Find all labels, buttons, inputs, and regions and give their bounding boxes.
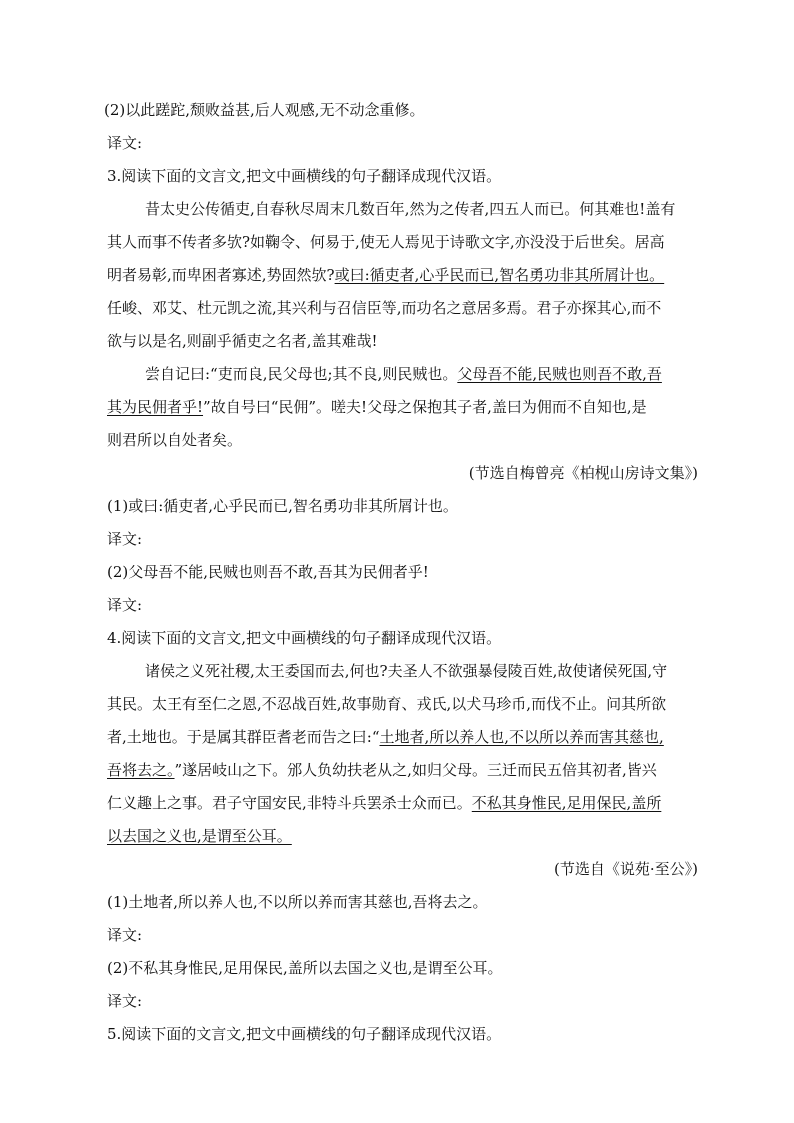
passage-line: 其人而事不传者多欤?如鞠令、何易于,使无人焉见于诗歌文字,亦没没于后世矣。居高 [107,233,665,251]
translation-label: 译文: [107,134,143,152]
passage-line: 则君所以自处者矣。 [107,431,243,449]
passage-line [107,792,661,814]
source-citation: (节选自梅曾亮《柏枧山房诗文集》) [468,464,698,482]
question-3-title: 3.阅读下面的文言文,把文中画横线的句子翻译成现代汉语。 [107,167,502,185]
passage-text: 仁义趣上之事。君子守国安民,非特斗兵罢杀士众而已。 [107,794,472,812]
passage-line [107,726,664,748]
passage-text: 尝自记曰:“吏而良,民父母也;其不良,则民贼也。 [145,365,458,383]
question-4-title: 4.阅读下面的文言文,把文中画横线的句子翻译成现代汉语。 [107,629,502,647]
sub-question-2: (2)父母吾不能,民贼也则吾不敢,吾其为民佣者乎! [107,563,429,581]
passage-text: ”遂居岐山之下。邠人负幼扶老从之,如归父母。三迁而民五倍其初者,皆兴 [174,761,657,779]
passage-line [107,396,647,418]
sub-question-1: (1)土地者,所以养人也,不以所以养而害其慈也,吾将去之。 [107,893,488,911]
sub-question-1: (1)或曰:循吏者,心乎民而已,智名勇功非其所屑计也。 [107,497,458,515]
source-citation: (节选自《说苑·至公》) [554,860,698,878]
underlined-sentence: 或曰:循吏者,心乎民而已,智名勇功非其所屑计也。 [334,266,665,284]
passage-line [145,363,662,385]
passage-line [107,759,657,781]
translation-label: 译文: [107,992,143,1010]
underlined-sentence: 不私其身惟民,足用保民,盖所 [471,794,662,812]
passage-line [107,264,664,286]
passage-text: ”故自号曰“民佣”。嗟夫!父母之保抱其子者,盖曰为佣而不自知也,是 [203,398,647,416]
passage-text: 明者易彰,而卑困者寡述,势固然欤? [107,266,335,284]
underlined-sentence: 吾将去之。 [107,761,175,779]
underlined-sentence: 以去国之义也,是谓至公耳。 [107,827,292,845]
question-5-title: 5.阅读下面的文言文,把文中画横线的句子翻译成现代汉语。 [107,1025,502,1043]
sub-question-2: (2)不私其身惟民,足用保民,盖所以去国之义也,是谓至公耳。 [107,959,503,977]
passage-text: 者,土地也。于是属其群臣耆老而告之曰:“ [107,728,380,746]
translation-label: 译文: [107,926,143,944]
prev-question-sentence-2: (2)以此蹉跎,颓败益甚,后人观感,无不动念重修。 [104,101,425,119]
passage-line: 任峻、邓艾、杜元凯之流,其兴利与召信臣等,而功名之意居多焉。君子亦探其心,而不 [107,299,662,317]
translation-label: 译文: [107,596,143,614]
underlined-sentence: 其为民佣者乎! [107,398,204,416]
underlined-sentence: 土地者,所以养人也,不以所以养而害其慈也, [379,728,664,746]
translation-label: 译文: [107,530,143,548]
passage-line: 昔太史公传循吏,自春秋尽周末几数百年,然为之传者,四五人而已。何其难也!盖有 [145,200,676,218]
passage-line: 其民。太王有至仁之恩,不忍战百姓,故事勋育、戎氏,以犬马珍币,而伐不止。问其所欲 [107,695,667,713]
underlined-sentence: 父母吾不能,民贼也则吾不敢,吾 [457,365,662,383]
passage-line: 诸侯之义死社稷,太王委国而去,何也?夫圣人不欲强暴侵陵百姓,故使诸侯死国,守 [145,662,668,680]
passage-line: 欲与以是名,则副乎循吏之名者,盖其难哉! [107,332,378,350]
passage-line [107,825,292,847]
